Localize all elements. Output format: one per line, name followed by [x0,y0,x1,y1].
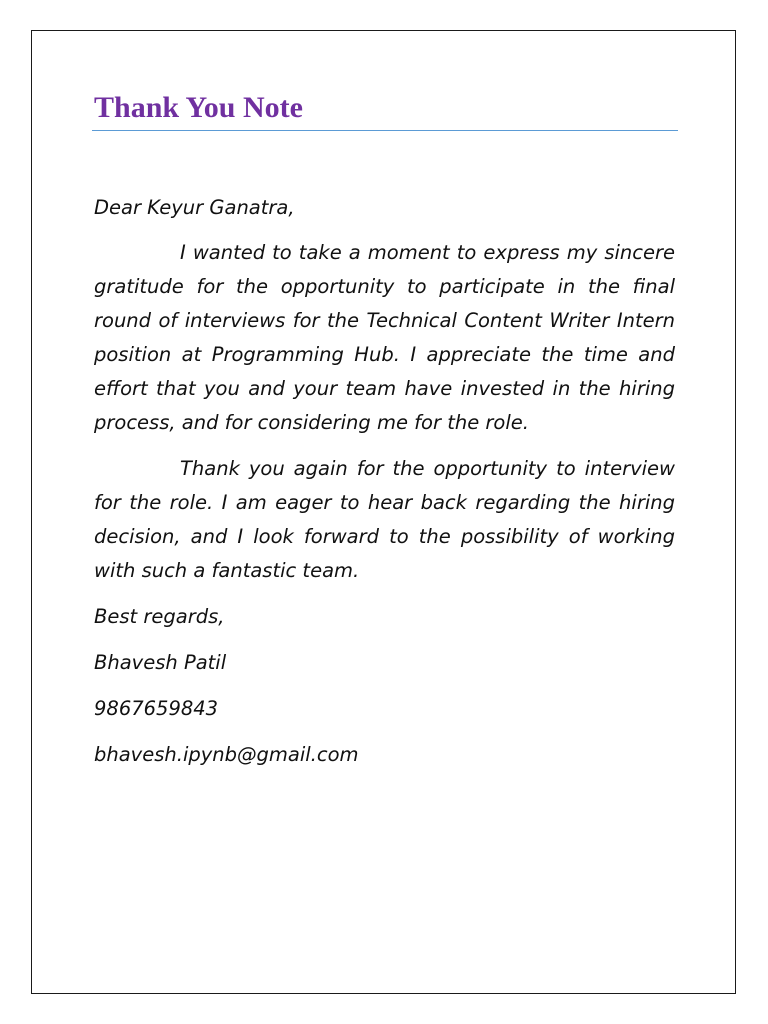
salutation: Dear Keyur Ganatra, [94,196,295,219]
letter-body [94,191,675,784]
document-title: Thank You Note [94,91,303,124]
title-underline-rule [92,130,678,131]
signature-phone: 9867659843 [94,697,219,720]
document-page [31,30,736,994]
closing: Best regards, [94,605,225,628]
paragraph-gratitude: I wanted to take a moment to express my sincere gratitude for the opportunity to participate in the final round of interviews for the Technical Content Writer Intern position at Programming Hub. I appreciate the time and effort that you and your team have invested in the hiring process, and for considering me for the role. [94,241,675,434]
signature-email: bhavesh.ipynb@gmail.com [94,743,359,766]
signature-name: Bhavesh Patil [94,651,227,674]
paragraph-follow-up: Thank you again for the opportunity to interview for the role. I am eager to hear back regarding the hiring decision, and I look forward to the possibility of working with such a fantastic team. [94,457,675,582]
